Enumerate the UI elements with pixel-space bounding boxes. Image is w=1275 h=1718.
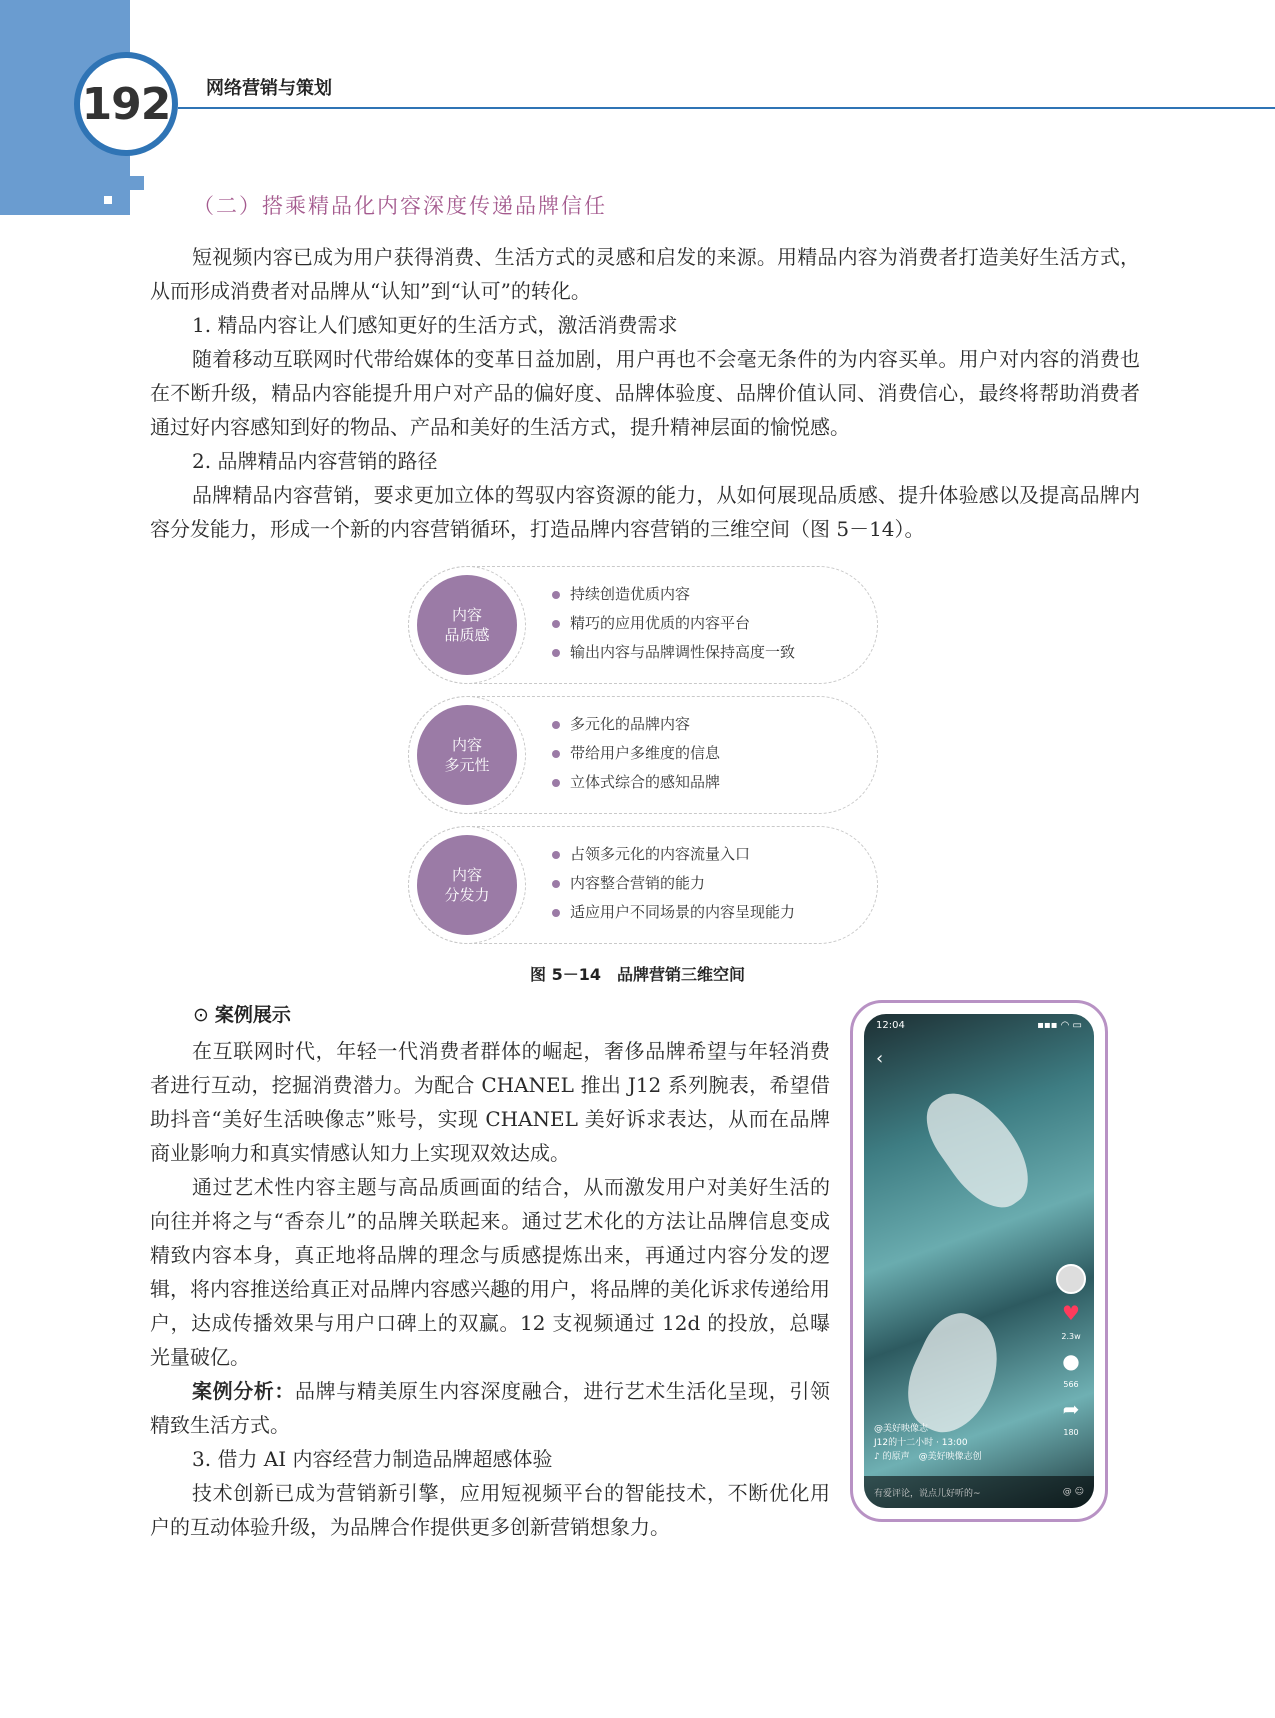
avatar[interactable] [1056,1264,1086,1294]
corner-square [104,196,112,204]
dancer-figure [913,1076,1045,1223]
circle-line: 分发力 [444,886,490,904]
bullet-item: 持续创造优质内容 [550,580,795,609]
phone-mockup [850,1000,1108,1522]
comment-count: 566 [1063,1380,1079,1389]
case-paragraph: 在互联网时代，年轻一代消费者群体的崛起，奢侈品牌希望与年轻消费者进行互动，挖掘消费潜力。为配合 CHANEL 推出 J12 系列腕表，希望借助抖音“美好生活映像志”账号，实现 CHANEL 美好诉求表达，从而在品牌商业影响力和真实情感认知力上实现双效达成。 [150,1039,830,1165]
status-icons: ▪▪▪ ◠ ▭ [1037,1020,1082,1031]
bullet-item: 立体式综合的感知品牌 [550,768,720,797]
paragraph: 品牌精品内容营销，要求更加立体的驾驭内容资源的能力，从如何展现品质感、提升体验感以及提高品牌内容分发能力，形成一个新的内容营销循环，打造品牌内容营销的三维空间（图 5－14）。 [150,483,1140,541]
header-rule [178,107,1275,109]
share-count: 180 [1063,1428,1079,1437]
diagram-row-quality [408,566,878,684]
paragraph: 随着移动互联网时代带给媒体的变革日益加剧，用户再也不会毫无条件的为内容买单。用户对内容的消费也在不断升级，精品内容能提升用户对产品的偏好度、品牌体验度、品牌价值认同、消费信心，最终将帮助消费者通过好内容感知到好的物品、产品和美好的生活方式，提升精神层面的愉悦感。 [150,347,1140,439]
book-title: 网络营销与策划 [206,78,332,99]
bullet-item: 内容整合营销的能力 [550,869,795,898]
analysis-label: 案例分析： [192,1379,295,1403]
circle-label [417,835,517,935]
subheading: 1. 精品内容让人们感知更好的生活方式，激活消费需求 [192,313,678,337]
status-time: 12:04 [876,1020,905,1031]
bullet-list [550,580,795,667]
page-number: 192 [81,78,171,130]
circle-line: 多元性 [444,756,490,774]
circle-label [417,575,517,675]
share-icon[interactable]: ➦ [1062,1397,1080,1421]
comment-bar[interactable] [864,1476,1094,1508]
video-caption [874,1422,982,1464]
circle-line: 内容 [451,736,482,754]
back-icon[interactable]: ‹ [876,1048,884,1069]
corner-square [118,196,128,206]
bullet-item: 多元化的品牌内容 [550,710,720,739]
comment-input[interactable]: 有爱评论，说点儿好听的~ [874,1488,981,1499]
figure-caption: 图 5－14 品牌营销三维空间 [530,965,745,984]
section-title: （二）搭乘精品化内容深度传递品牌信任 [193,194,607,218]
bullet-item: 带给用户多维度的信息 [550,739,720,768]
paragraph: 短视频内容已成为用户获得消费、生活方式的灵感和启发的来源。用精品内容为消费者打造美好生活方式，从而形成消费者对品牌从“认知”到“认可”的转化。 [150,245,1140,303]
circle-line: 内容 [451,606,482,624]
circle-line: 内容 [451,866,482,884]
target-icon: ⊙ [193,1004,209,1026]
video-screen [864,1014,1094,1508]
status-bar [876,1020,1082,1031]
heart-icon[interactable]: ♥ [1062,1301,1080,1325]
music-info[interactable]: ♪ 的原声 @美好映像志创 [874,1452,982,1462]
like-count: 2.3w [1061,1332,1081,1341]
bullet-list [550,710,720,797]
bullet-item: 占领多元化的内容流量入口 [550,840,795,869]
circle-line: 品质感 [444,626,490,644]
case-paragraph: 通过艺术性内容主题与高品质画面的结合，从而激发用户对美好生活的向往并将之与“香奈儿”的品牌关联起来。通过艺术化的方法让品牌信息变成精致内容本身，真正地将品牌的理念与质感提炼出来，再通过内容分发的逻辑，将内容推送给真正对品牌内容感兴趣的用户，将品牌的美化诉求传递给用户，达成传播效果与用户口碑上的双赢。12 支视频通过 12d 的投放，总曝光量破亿。 [150,1175,830,1369]
circle-label [417,705,517,805]
diagram-row-diversity [408,696,878,814]
subheading: 3. 借力 AI 内容经营力制造品牌超感体验 [192,1447,553,1471]
diagram-row-distribution [408,826,878,944]
analysis-text: 品牌与精美原生内容深度融合，进行艺术生活化呈现，引领精致生活方式。 [150,1379,830,1437]
comment-icon[interactable]: ● [1062,1349,1080,1373]
account-name[interactable]: @美好映像志 [874,1424,929,1434]
bullet-item: 适应用户不同场景的内容呈现能力 [550,898,795,927]
emoji-icon[interactable]: @ ☺ [1062,1487,1084,1497]
bullet-item: 输出内容与品牌调性保持高度一致 [550,638,795,667]
video-description: J12的十二小时 · 13:00 [874,1438,968,1448]
paragraph: 技术创新已成为营销新引擎，应用短视频平台的智能技术，不断优化用户的互动体验升级，为品牌合作提供更多创新营销想象力。 [150,1481,830,1539]
case-analysis [150,1374,830,1442]
page-number-badge [74,52,178,156]
case-heading-text: 案例展示 [214,1004,291,1026]
corner-square [130,176,144,190]
side-actions [1056,1264,1086,1438]
case-heading [193,1000,291,1027]
subheading: 2. 品牌精品内容营销的路径 [192,449,438,473]
bullet-list [550,840,795,927]
bullet-item: 精巧的应用优质的内容平台 [550,609,795,638]
